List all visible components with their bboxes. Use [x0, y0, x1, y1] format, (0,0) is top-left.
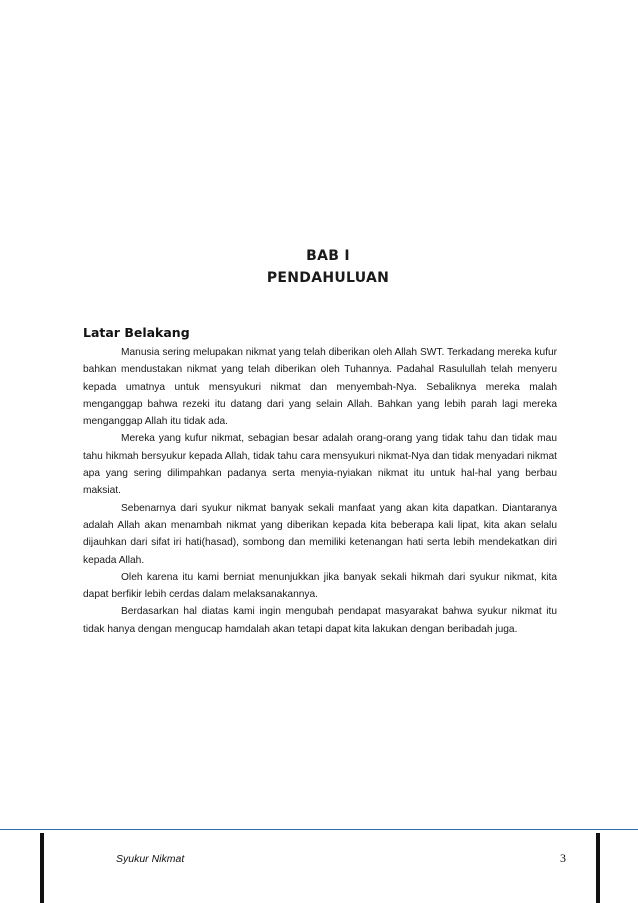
body-text: [83, 344, 557, 638]
paragraph: Mereka yang kufur nikmat, sebagian besar adalah orang-orang yang tidak tahu dan tidak mau tahu hikmah bersyukur kepada Allah, tidak tahu cara mensyukuri nikmat-Nya dan tidak menyadari nikmat apa yang sering dilimpahkan padanya serta menyia-nyiakan nikmat itu untuk hal-hal yang berbau maksiat.: [83, 433, 557, 497]
paragraph: Oleh karena itu kami berniat menunjukkan jika banyak sekali hikmah dari syukur nikmat, kita dapat berfikir lebih cerdas dalam melaksanakannya.: [83, 571, 557, 601]
footer-left-bar: [40, 833, 44, 903]
footer-title: Syukur Nikmat: [116, 853, 185, 865]
footer-right-bar: [596, 833, 600, 903]
section-title: Latar Belakang: [83, 325, 190, 340]
page-number: 3: [560, 851, 566, 865]
paragraph: Berdasarkan hal diatas kami ingin mengubah pendapat masyarakat bahwa syukur nikmat itu tidak hanya dengan mengucap hamdalah akan tetapi dapat kita lakukan dengan beribadah juga.: [83, 606, 557, 635]
footer-rule: [0, 829, 638, 830]
chapter-heading: [0, 245, 638, 289]
chapter-title: PENDAHULUAN: [266, 270, 390, 286]
paragraph: Sebenarnya dari syukur nikmat banyak sekali manfaat yang akan kita dapatkan. Diantaranya adalah Allah akan menambah nikmat yang diberikan kepada kita beberapa kali lipat, kita akan selalu dijauhkan dari sifat iri hati(hasad), sombong dan memiliki ketenangan hati serta lebih mendekatkan diri kepada Allah.: [83, 502, 557, 566]
paragraph: Manusia sering melupakan nikmat yang telah diberikan oleh Allah SWT. Terkadang mereka kufur bahkan mendustakan nikmat yang telah diberikan oleh Tuhannya. Padahal Rasulullah telah menyeru kepada umatnya untuk mensyukuri nikmat dan menyembah-Nya. Sebaliknya mereka malah menganggap bahwa rezeki itu datang dari yang selain Allah. Bahkan yang lebih parah lagi mereka menganggap Allah itu tidak ada.: [83, 347, 557, 428]
chapter-number: BAB I: [306, 248, 350, 264]
